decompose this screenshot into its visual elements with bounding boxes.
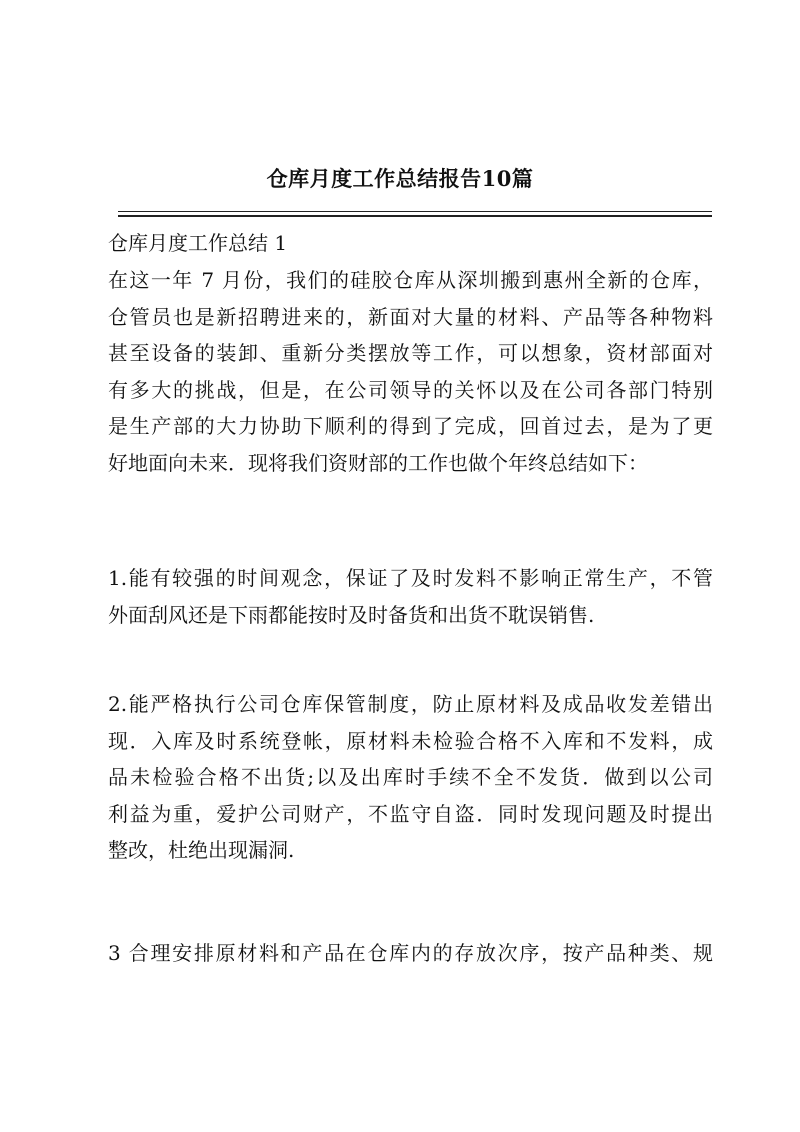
paragraph-line: 仓管员也是新招聘进来的，新面对大量的材料、产品等各种物料 xyxy=(108,304,713,329)
title-divider-thick xyxy=(118,215,712,217)
paragraph-line: 在这一年 7 月份，我们的硅胶仓库从深圳搬到惠州全新的仓库， xyxy=(108,268,713,292)
paragraph-line: 整改，杜绝出现漏洞. xyxy=(108,838,295,862)
paragraph-item-3 xyxy=(108,935,713,972)
paragraph-intro xyxy=(108,262,713,481)
paragraph-item-2 xyxy=(108,686,713,869)
paragraph-line: 利益为重，爱护公司财产，不监守自盗．同时发现问题及时提出 xyxy=(108,801,713,826)
title-divider-thin xyxy=(118,211,712,212)
paragraph-line: 好地面向未来．现将我们资财部的工作也做个年终总结如下： xyxy=(108,450,648,475)
paragraph-item-1 xyxy=(108,560,713,633)
paragraph-line: 品未检验合格不出货;以及出库时手续不全不发货．做到以公司 xyxy=(108,765,713,789)
paragraph-line: 3 合理安排原材料和产品在仓库内的存放次序，按产品种类、规 xyxy=(108,941,713,965)
paragraph-line: 现．入库及时系统登帐，原材料未检验合格不入库和不发料，成 xyxy=(108,728,713,753)
paragraph-line: 是生产部的大力协助下顺利的得到了完成，回首过去，是为了更 xyxy=(108,414,713,438)
section-heading-text: 仓库月度工作总结 1 xyxy=(108,231,288,255)
page-title: 仓库月度工作总结报告10篇 xyxy=(266,166,534,191)
paragraph-line: 外面刮风还是下雨都能按时及时备货和出货不耽误销售. xyxy=(108,602,595,627)
paragraph-line: 1.能有较强的时间观念，保证了及时发料不影响正常生产，不管 xyxy=(108,566,713,590)
section-heading xyxy=(108,225,713,262)
paragraph-line: 2.能严格执行公司仓库保管制度，防止原材料及成品收发差错出 xyxy=(108,692,713,716)
paragraph-line: 有多大的挑战，但是，在公司领导的关怀以及在公司各部门特别 xyxy=(108,377,713,402)
paragraph-line: 甚至设备的装卸、重新分类摆放等工作，可以想象，资材部面对 xyxy=(108,341,713,365)
